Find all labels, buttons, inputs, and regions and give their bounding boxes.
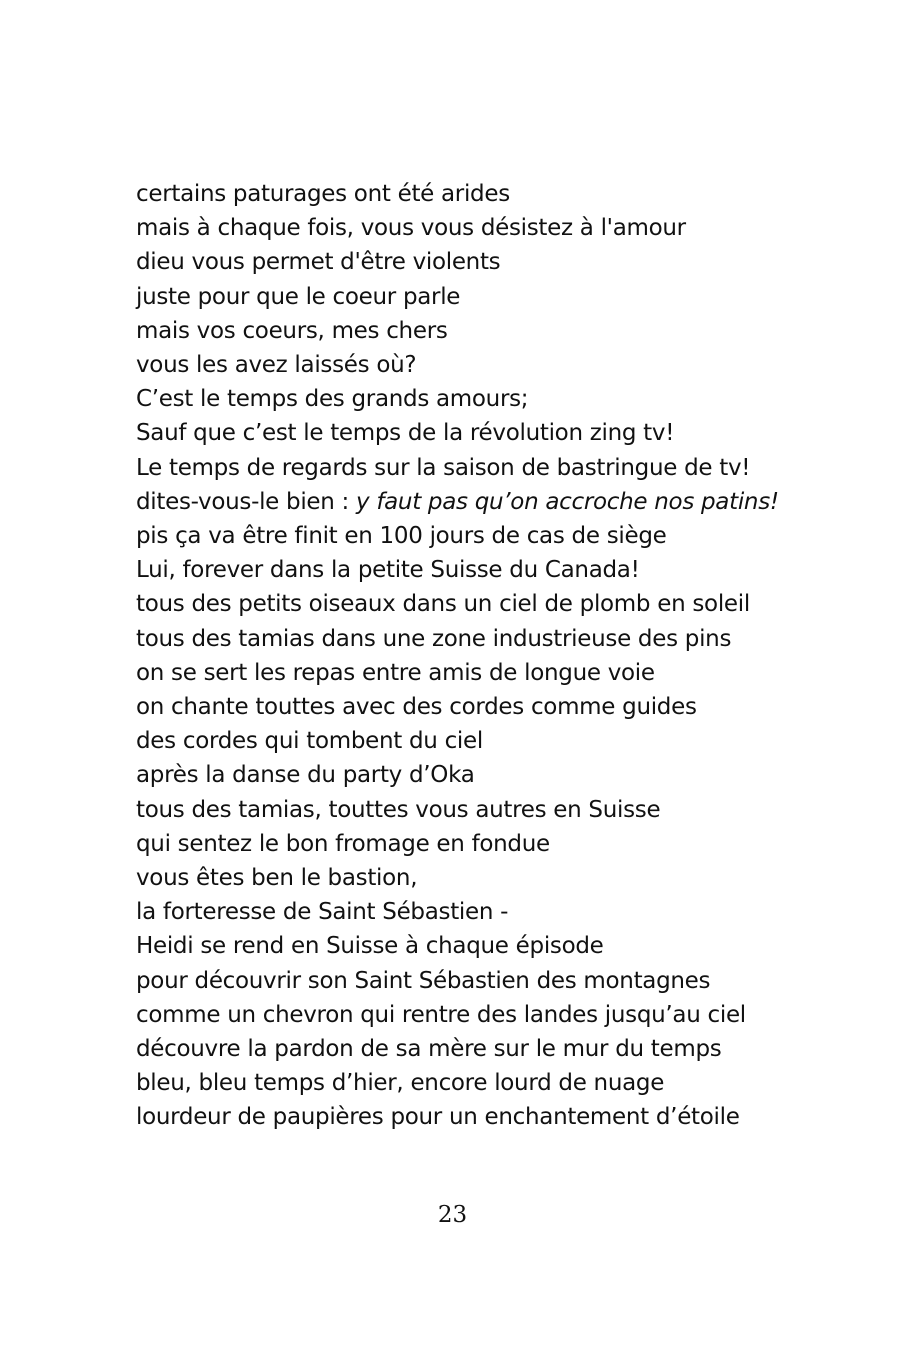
poem-line-italic-part: y faut pas qu’on accroche nos patins! (356, 488, 779, 515)
poem-body (136, 177, 876, 1135)
poem-line: des cordes qui tombent du ciel (136, 728, 483, 755)
poem-line-normal-part: dites-vous-le bien : (136, 488, 357, 515)
poem-line: mais à chaque fois, vous vous désistez à l'amour (136, 215, 686, 242)
poem-line: mais vos coeurs, mes chers (136, 317, 448, 344)
poem-line: vous êtes ben le bastion, (136, 865, 418, 892)
poem-line: après la danse du party d’Oka (136, 762, 475, 789)
poem-line-mixed (136, 485, 876, 519)
poem-line: tous des tamias, touttes vous autres en Suisse (136, 796, 661, 823)
poem-line: Le temps de regards sur la saison de bastringue de tv! (136, 454, 751, 481)
poem-line: on chante touttes avec des cordes comme guides (136, 694, 697, 721)
poem-line: Lui, forever dans la petite Suisse du Canada! (136, 557, 640, 584)
poem-line: bleu, bleu temps d’hier, encore lourd de nuage (136, 1070, 665, 1097)
poem-line: tous des petits oiseaux dans un ciel de plomb en soleil (136, 591, 750, 618)
poem-line: découvre la pardon de sa mère sur le mur du temps (136, 1036, 722, 1063)
poem-line: pis ça va être finit en 100 jours de cas de siège (136, 523, 667, 550)
poem-line: certains paturages ont été arides (136, 181, 510, 207)
page-number: 23 (437, 1202, 468, 1228)
poem-line: comme un chevron qui rentre des landes jusqu’au ciel (136, 1001, 746, 1028)
poem-line: pour découvrir son Saint Sébastien des montagnes (136, 967, 711, 994)
poem-line: Sauf que c’est le temps de la révolution zing tv! (136, 420, 675, 447)
poem-line: juste pour que le coeur parle (136, 283, 461, 310)
poem-line: Heidi se rend en Suisse à chaque épisode (136, 933, 604, 960)
poem-line: on se sert les repas entre amis de longue voie (136, 659, 655, 686)
poem-line: la forteresse de Saint Sébastien - (136, 899, 509, 926)
poem-line: vous les avez laissés où? (136, 352, 417, 379)
poem-line: dieu vous permet d'être violents (136, 249, 501, 276)
poem-line: tous des tamias dans une zone industrieuse des pins (136, 625, 732, 652)
poem-line: lourdeur de paupières pour un enchantement d’étoile (136, 1104, 740, 1131)
poem-line: C’est le temps des grands amours; (136, 386, 529, 413)
poem-line: qui sentez le bon fromage en fondue (136, 830, 550, 857)
